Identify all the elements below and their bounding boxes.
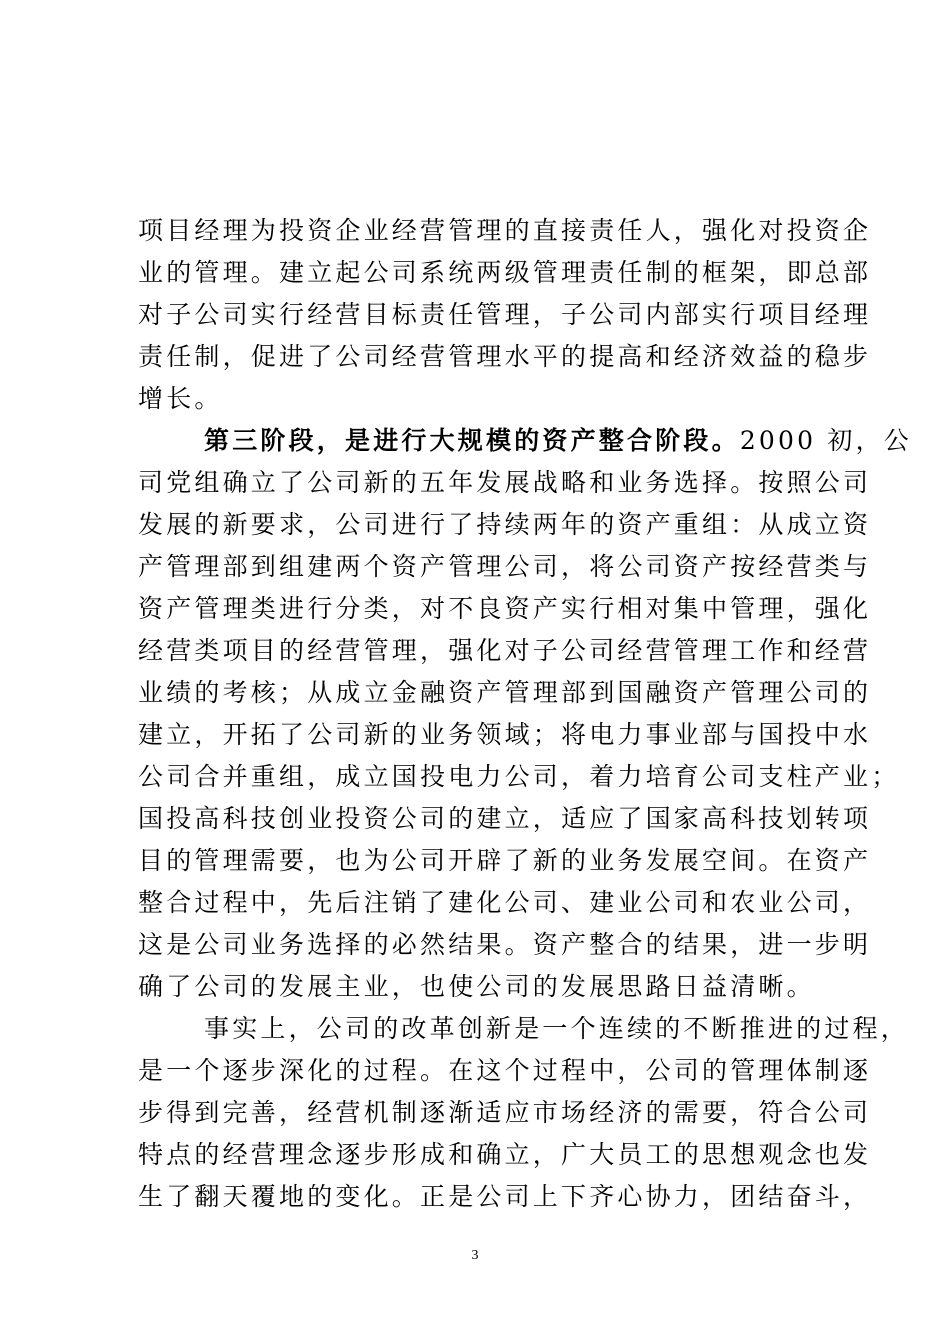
paragraph-1-line-4: 责任制，促进了公司经营管理水平的提高和经济效益的稳步 <box>138 342 872 371</box>
paragraph-2-line-10: 国投高科技创业投资公司的建立，适应了国家高科技划转项 <box>138 804 872 833</box>
paragraph-2-line-3: 发展的新要求，公司进行了持续两年的资产重组：从成立资 <box>138 510 872 539</box>
paragraph-3-line-3: 步得到完善，经营机制逐渐适应市场经济的需要，符合公司 <box>138 1098 872 1127</box>
paragraph-2-line-11: 目的管理需要，也为公司开辟了新的业务发展空间。在资产 <box>138 846 872 875</box>
paragraph-2-line-5: 资产管理类进行分类，对不良资产实行相对集中管理，强化 <box>138 594 872 623</box>
paragraph-2-line-2: 司党组确立了公司新的五年发展战略和业务选择。按照公司 <box>138 468 872 497</box>
paragraph-2-line-7: 业绩的考核；从成立金融资产管理部到国融资产管理公司的 <box>138 678 872 707</box>
paragraph-1-line-2: 业的管理。建立起公司系统两级管理责任制的框架，即总部 <box>138 258 872 287</box>
paragraph-2-line-4: 产管理部到组建两个资产管理公司，将公司资产按经营类与 <box>138 552 872 581</box>
paragraph-1-line-5: 增长。 <box>138 384 223 413</box>
paragraph-2-line-8: 建立，开拓了公司新的业务领域；将电力事业部与国投中水 <box>138 720 872 749</box>
paragraph-2-line-14: 确了公司的发展主业，也使公司的发展思路日益清晰。 <box>138 972 815 1001</box>
paragraph-2-line-1 <box>204 426 912 456</box>
paragraph-2-line-12: 整合过程中，先后注销了建化公司、建业公司和农业公司， <box>138 888 872 917</box>
paragraph-2-line-9: 公司合并重组，成立国投电力公司，着力培育公司支柱产业； <box>138 762 900 791</box>
paragraph-1-line-3: 对子公司实行经营目标责任管理，子公司内部实行项目经理 <box>138 300 872 329</box>
paragraph-3-line-5: 生了翻天覆地的变化。正是公司上下齐心协力，团结奋斗， <box>138 1182 872 1211</box>
paragraph-3-line-1: 事实上，公司的改革创新是一个连续的不断推进的过程， <box>204 1014 910 1043</box>
paragraph-2-line-13: 这是公司业务选择的必然结果。资产整合的结果，进一步明 <box>138 930 872 959</box>
paragraph-3-line-4: 特点的经营理念逐步形成和确立，广大员工的思想观念也发 <box>138 1140 872 1169</box>
paragraph-2-line-6: 经营类项目的经营管理，强化对子公司经营管理工作和经营 <box>138 636 872 665</box>
page-number: 3 <box>471 1248 479 1263</box>
paragraph-3-line-2: 是一个逐步深化的过程。在这个过程中，公司的管理体制逐 <box>138 1056 872 1085</box>
paragraph-1-line-1: 项目经理为投资企业经营管理的直接责任人，强化对投资企 <box>138 216 872 245</box>
paragraph-2-first-line-rest: 2000 初，公 <box>739 426 912 455</box>
paragraph-2-bold-lead: 第三阶段，是进行大规模的资产整合阶段。 <box>204 426 740 455</box>
